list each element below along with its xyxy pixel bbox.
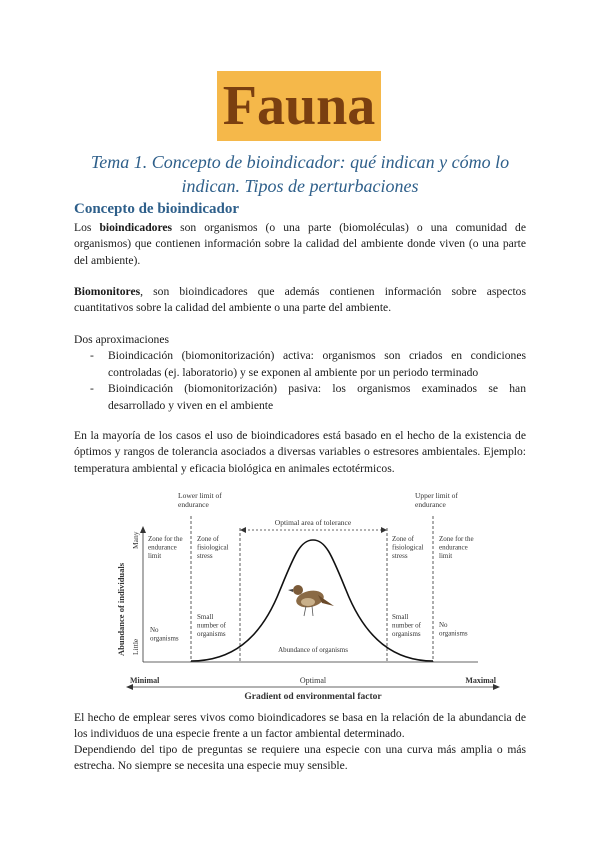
x-optimal-label: Optimal	[299, 676, 327, 685]
dash-bullet: -	[90, 382, 94, 396]
p1-bold-term: bioindicadores	[99, 221, 173, 234]
y-axis-little-label: Little	[131, 638, 140, 655]
bird-illustration	[288, 585, 334, 616]
x-minimal-label: Minimal	[130, 676, 160, 685]
p1-post: son organismos (o una parte (biomoléculas) o una comunidad de organismos) que contienen información sobre la calidad del ambiente donde viven (o una parte del ambiente).	[74, 221, 526, 267]
lower-limit-label: Lower limit of endurance	[178, 491, 222, 509]
p2-post: , son bioindicadores que además contienen información sobre aspectos cuantitativos sobre la calidad del ambiente o una parte del ambiente.	[74, 285, 526, 315]
small-number-left-label: Small number of organisms	[197, 613, 226, 638]
paragraph-curva: Dependiendo del tipo de preguntas se requiere una especie con una curva más amplia o más estrecha. No siempre se necesita una especie muy sensible.	[74, 743, 526, 773]
optimal-area-label: Optimal area of tolerance	[274, 518, 352, 527]
abundance-center-label: Abundance of organisms	[278, 646, 348, 654]
zone-stress-left-label: Zone of fisiological stress	[197, 535, 229, 560]
no-organisms-right-label: No organisms	[439, 621, 468, 638]
small-number-right-label: Small number of organisms	[392, 613, 421, 638]
arrowhead-left-icon	[240, 527, 246, 533]
y-axis-many-label: Many	[131, 531, 140, 549]
upper-limit-label: Upper limit of endurance	[415, 491, 458, 509]
y-axis-label: Abundance of individuals	[116, 562, 126, 656]
zone-endurance-right-label: Zone for the endurance limit	[439, 535, 474, 560]
approaches-intro: Dos aproximaciones	[74, 333, 169, 346]
no-organisms-left-label: No organisms	[150, 626, 179, 643]
arrowhead-right-icon	[381, 527, 387, 533]
list-item-text: Bioindicación (biomonitorización) activa: organismos son criados en condiciones controladas (ej. laboratorio) y se exponen al ambiente por un periodo terminado	[108, 349, 526, 379]
list-item-text: Bioindicación (biomonitorización) pasiva: los organismos examinados se han desarrollado y viven en el ambiente	[108, 382, 526, 412]
paragraph-abundancia: El hecho de emplear seres vivos como bioindicadores se basa en la relación de la abundancia de los individuos de una especie frente a un factor ambiental determinado.	[74, 711, 526, 741]
x-axis-label: Gradient od environmental factor	[244, 692, 382, 702]
paragraph-optimos: En la mayoría de los casos el uso de bioindicadores está basado en el hecho de la existencia de óptimos y rangos de tolerancia asociados a diversas variables o estresores ambientales. Ejemplo: temperatura ambiental y eficacia biológica en animales ectotérmicos.	[74, 429, 526, 475]
page-title: Fauna	[222, 75, 376, 137]
section-heading: Concepto de bioindicador	[74, 201, 240, 217]
zone-stress-right-label: Zone of fisiological stress	[392, 535, 424, 560]
p1-pre: Los	[74, 221, 100, 234]
dash-bullet: -	[90, 349, 94, 363]
y-axis-arrow-icon	[140, 526, 146, 533]
x-maximal-label: Maximal	[465, 676, 496, 685]
topic-subtitle: Tema 1. Concepto de bioindicador: qué indican y cómo lo indican. Tipos de perturbaciones	[90, 152, 510, 196]
p2-bold-term: Biomonitores	[74, 285, 141, 298]
zone-endurance-left-label: Zone for the endurance limit	[148, 535, 183, 560]
